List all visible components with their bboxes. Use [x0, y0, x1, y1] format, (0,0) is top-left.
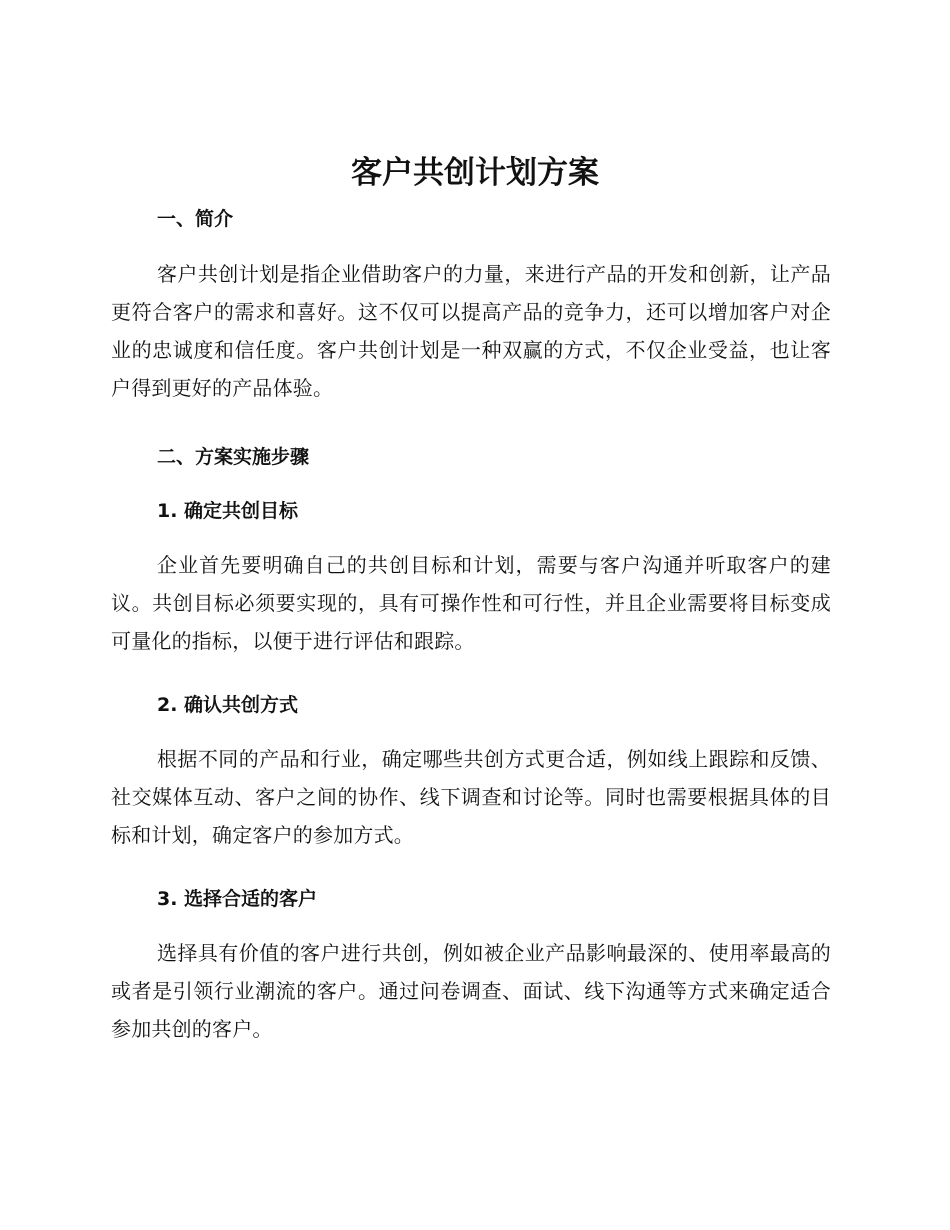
step-heading-2: 2. 确认共创方式	[157, 694, 299, 716]
step-heading-3: 3. 选择合适的客户	[157, 888, 318, 910]
document-title: 客户共创计划方案	[351, 155, 599, 191]
step-paragraph-2: 根据不同的产品和行业，确定哪些共创方式更合适，例如线上跟踪和反馈、社交媒体互动、客户之间的协作、线下调查和讨论等。同时也需要根据具体的目标和计划，确定客户的参加方式。	[111, 747, 831, 847]
step-paragraph-1: 企业首先要明确自己的共创目标和计划，需要与客户沟通并听取客户的建议。共创目标必须要实现的，具有可操作性和可行性，并且企业需要将目标变成可量化的指标，以便于进行评估和跟踪。	[111, 553, 831, 653]
step-paragraph-3: 选择具有价值的客户进行共创，例如被企业产品影响最深的、使用率最高的或者是引领行业潮流的客户。通过问卷调查、面试、线下沟通等方式来确定适合参加共创的客户。	[111, 941, 831, 1041]
step-heading-1: 1. 确定共创目标	[157, 500, 299, 522]
section-paragraph-intro: 客户共创计划是指企业借助客户的力量，来进行产品的开发和创新，让产品更符合客户的需求和喜好。这不仅可以提高产品的竞争力，还可以增加客户对企业的忠诚度和信任度。客户共创计划是一种双赢的方式，不仅企业受益，也让客户得到更好的产品体验。	[111, 262, 831, 400]
section-heading-intro: 一、简介	[157, 208, 234, 230]
section-heading-steps: 二、方案实施步骤	[157, 446, 310, 468]
